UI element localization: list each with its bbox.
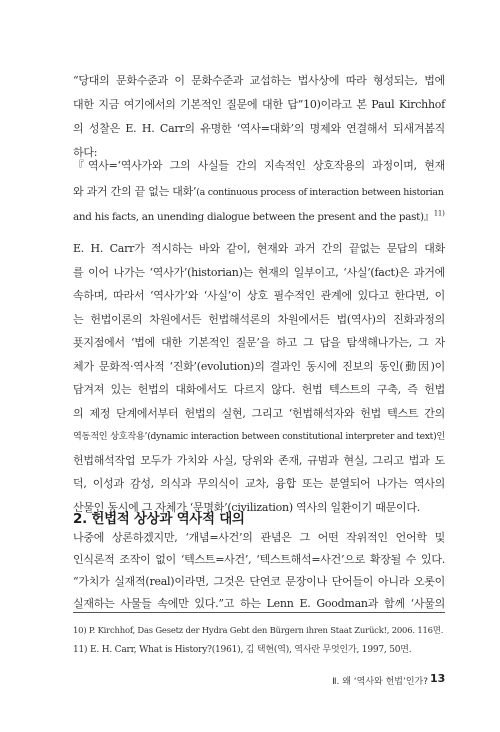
text-line: 실재하는 사물들 속에만 있다.”고 하는 Lenn E. Goodman과 함께 ‘사물의 bbox=[73, 597, 445, 610]
footnote-10: 10) P. Kirchhof, Das Gesetz der Hydra Gebt den Bürgern ihren Staat Zurück!, 2006. 116면. bbox=[73, 625, 444, 635]
text-line: 담겨져 있는 헌법의 대화에서도 다르지 않다. 헌법 텍스트의 구축, 즉 헌법 bbox=[73, 383, 445, 396]
text-line: 헌법해석작업 모두가 가치와 사실, 당위와 존재, 규범과 현실, 그리고 법과 도 bbox=[73, 453, 445, 467]
text-line: E. H. Carr가 적시하는 바와 같이, 현재와 과거 간의 끝없는 문답의 대화 bbox=[73, 242, 445, 255]
text-line: 대한 지금 여기에서의 기본적인 질문에 대한 답”10)이라고 본 Paul Kirchhof bbox=[73, 98, 445, 111]
text-line: 하다: bbox=[73, 146, 98, 159]
footnote-ref: 11) bbox=[433, 209, 445, 218]
text-line: 역동적인 상호작용’(dynamic interaction between constitutional interpreter and text)인 bbox=[73, 431, 445, 442]
text-line: 인식론적 조작이 없이 ‘텍스트=사건’, ‘텍스트해석=사건’으로 확장될 수 있다. bbox=[73, 553, 445, 566]
text-line: “가치가 실재적(real)이라면, 그것은 단연코 문장이나 단어들이 아니라 오롯이 bbox=[73, 575, 445, 588]
quote-line bbox=[73, 208, 445, 223]
text-line: “당대의 문화수준과 이 문화수준과 교섭하는 법사상에 따라 형성되는, 법에 bbox=[73, 74, 445, 87]
quote-english-end: and his facts, an unending dialogue between the present and the past)』 bbox=[73, 211, 434, 223]
text-line: 체가 문화적·역사적 ‘진화’(evolution)의 결과인 동시에 진보의 동인(動因)이 bbox=[73, 359, 445, 373]
text-line: 의 성찰은 E. H. Carr의 유명한 ‘역사=대화’의 명제와 연결해서 되새겨봄직 bbox=[73, 122, 445, 135]
text-line: 나중에 상론하겠지만, ‘개념=사건’의 관념은 그 어떤 작위적인 언어학 및 bbox=[73, 531, 445, 544]
quote-line bbox=[73, 183, 444, 199]
quote-korean: 와 과거 간의 끝 없는 대화’ bbox=[73, 185, 197, 198]
quote-line: 『역사=‘역사가와 그의 사실들 간의 지속적인 상호작용의 과정이며, 현재 bbox=[73, 159, 445, 172]
text-line: 의 제정 단계에서부터 헌법의 실현, 그리고 ‘헌법해석자와 헌법 텍스트 간의 bbox=[73, 406, 445, 420]
page-number: 13 bbox=[430, 672, 446, 685]
running-head: Ⅱ. 왜 ‘역사와 헌법’인가? bbox=[332, 677, 428, 687]
text-line: 속하며, 따라서 ‘역사가’와 ‘사실’이 상호 필수적인 관계에 있다고 한다면, 이 bbox=[73, 289, 445, 302]
text-line: 푯지점에서 ‘법에 대한 기본적인 질문’을 하고 그 답을 탐색해나가는, 그 자 bbox=[73, 336, 445, 349]
footnote-divider bbox=[73, 612, 445, 613]
text-line: 산물인 동시에 그 자체가 ‘문명화’(civilization) 역사의 일환이기 때문이다. bbox=[73, 500, 421, 514]
text-line: 를 이어 나가는 ‘역사가’(historian)는 현재의 일부이고, ‘사실’(fact)은 과거에 bbox=[73, 265, 445, 279]
section-heading: 2. 헌법적 상상과 역사적 대의 bbox=[73, 511, 245, 527]
text-line: 는 헌법이론의 차원에서든 헌법해석론의 차원에서든 법(역사)의 진화과정의 bbox=[73, 312, 445, 326]
quote-english: (a continuous process of interaction between historian bbox=[196, 187, 444, 198]
footnote-11: 11) E. H. Carr, What is History?(1961), 김 택현(역), 역사란 무엇인가, 1997, 50면. bbox=[73, 645, 412, 655]
text-line: 덕, 이성과 감성, 의식과 무의식이 교차, 융합 또는 분열되어 나가는 역사의 bbox=[73, 477, 445, 490]
